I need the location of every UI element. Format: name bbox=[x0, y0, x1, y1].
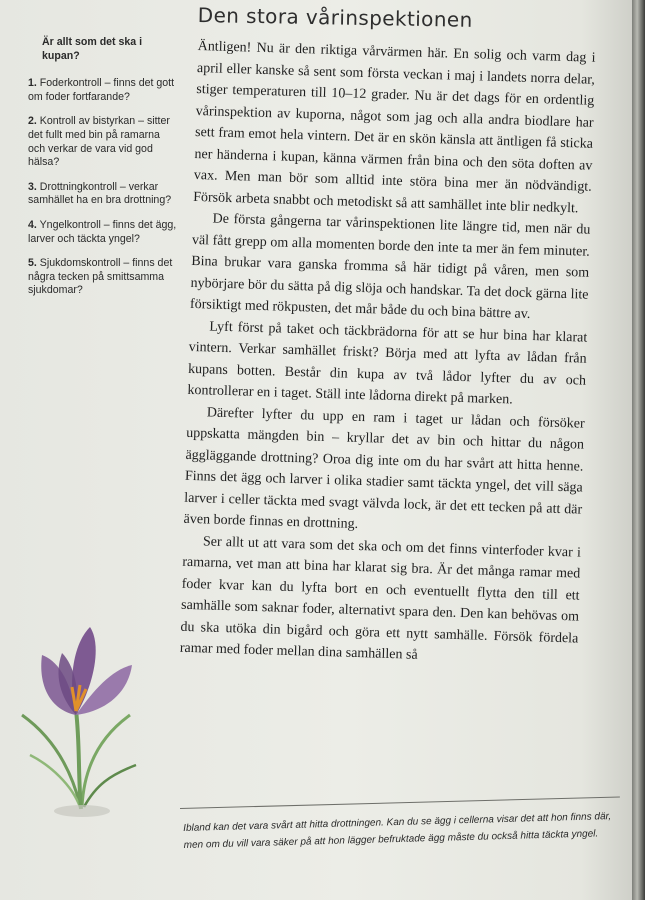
checklist-sidebar bbox=[28, 36, 178, 309]
checklist-item bbox=[28, 181, 178, 208]
checklist-item-text: Sjukdomskontroll – finns det några tecken på smittsamma sjukdomar? bbox=[28, 257, 173, 297]
figure-caption: Ibland kan det vara svårt att hitta drottningen. Kan du se ägg i cellerna visar det att hon finns där, men om du vill vara säker på att hon lägger befruktade ägg måste du också hitta täckta yngel. bbox=[183, 811, 612, 851]
article-body bbox=[180, 36, 596, 671]
article-paragraph: Ser allt ut att vara som det ska och om det finns vinterfoder kvar i ramarna, vet man att bina har klarat sig bra. Är det många ramar med foder kvar kan du lyfta bort en och eventuellt flytta den till ett samhälle som saknar foder, alternativt spara den. Den kan behövas om du ska utöka din bigård och göra ett nytt samhälle. Försök fördela ramar med foder mellan dina samhällen så bbox=[179, 533, 582, 663]
checklist-item-text: Foderkontroll – finns det gott om foder fortfarande? bbox=[28, 77, 175, 103]
checklist-item bbox=[28, 115, 178, 169]
article-paragraph: De första gångerna tar vårinspektionen lite längre tid, men när du väl fått grepp om alla momenten borde den inte ta mer än fem minuter. Bina brukar vara ganska fromma så här tidigt på våren, men som nybörjare bör du sätta på dig slöja och handskar. Ta det dock gärna lite försiktigt med rökpusten, det mår både du och bina bättre av. bbox=[189, 211, 591, 322]
checklist-item bbox=[28, 77, 178, 104]
checklist-item-text: Drottningkontroll – verkar samhället ha en bra drottning? bbox=[28, 180, 172, 207]
checklist-item-number: 4. bbox=[28, 218, 37, 231]
caption-divider bbox=[180, 796, 620, 809]
sidebar-title: Är allt som det ska i kupan? bbox=[42, 36, 143, 62]
checklist-item bbox=[28, 219, 178, 246]
checklist-item-text: Yngelkontroll – finns det ägg, larver och täckta yngel? bbox=[28, 218, 177, 245]
checklist-item-text: Kontroll av bistyrkan – sitter det fullt med bin på ramarna och verkar de vara vid god hälsa? bbox=[28, 115, 170, 169]
checklist-item-number: 5. bbox=[28, 257, 37, 270]
article-title: Den stora vårinspektionen bbox=[197, 3, 473, 32]
checklist-item-number: 2. bbox=[28, 115, 37, 128]
crocus-flower-icon bbox=[10, 615, 150, 825]
checklist-item bbox=[28, 257, 178, 298]
checklist-item-number: 1. bbox=[28, 77, 37, 90]
article-paragraph: Därefter lyfter du upp en ram i taget ur lådan och försöker uppskatta mängden bin – kryllar det av bin och hittar du någon äggläggande drottning? Oroa dig inte om du har svårt att hitta henne. Finns det ägg och larver i olika stadier samt täckta yngel, det vill säga larver i celler täckta med svagt välvda lock, är det ett tecken på att där även borde finnas en drottning. bbox=[183, 404, 585, 532]
checklist-item-number: 3. bbox=[28, 180, 37, 193]
article-paragraph: Lyft först på taket och täckbrädorna för att se hur bina har klarat vintern. Verkar samhället friskt? Börja med att lyfta av lådan från kupans botten. Består din kupa av två lådor lyfter du av och kontrollerar en i taget. Ställ inte lådorna direkt på marken. bbox=[187, 318, 588, 408]
book-spine-shadow bbox=[632, 0, 645, 900]
article-paragraph: Äntligen! Nu är den riktiga vårvärmen här. En solig och varm dag i april eller kanske så sent som första veckan i maj i landets norra delar, stiger temperaturen till 10–12 grader. Nu är det dags för en ordentlig vårinspektion av kuporna, något som jag och alla andra biodlare har sett fram emot hela vintern. Det är en skön känsla att äntligen få sticka ner händerna i kupan, känna värmen från bina och den söta doften av vax. Men man bör som alltid inte störa bina mer än nödvändigt. Försök arbeta snabbt och metodiskt så att samhället inte blir nedkylt. bbox=[193, 38, 596, 216]
